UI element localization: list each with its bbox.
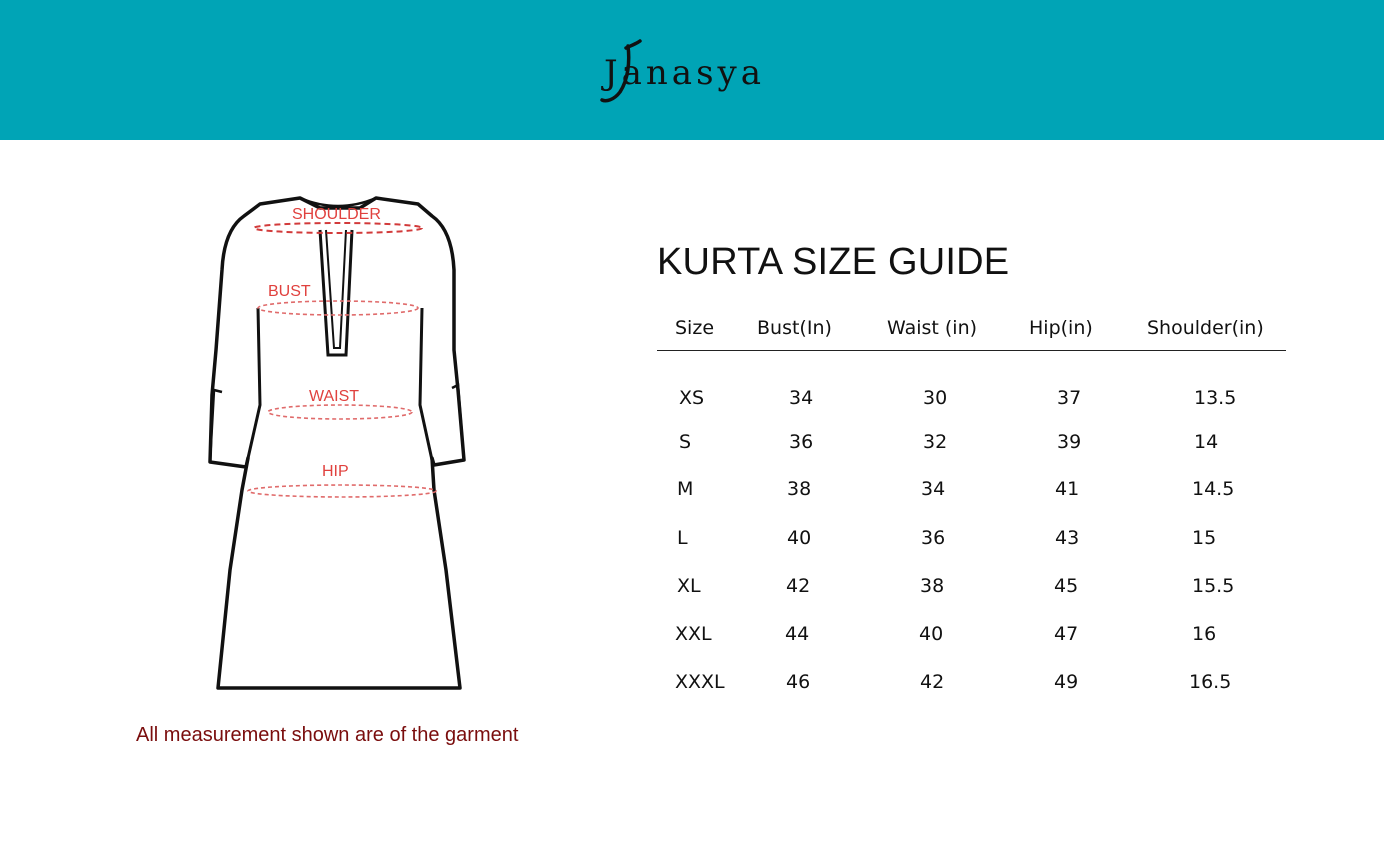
table-cell-shoulder: 15.5 bbox=[1192, 575, 1235, 597]
table-cell-waist: 40 bbox=[919, 623, 944, 645]
table-cell-shoulder: 14 bbox=[1194, 431, 1219, 453]
kurta-illustration bbox=[200, 190, 480, 700]
table-cell-bust: 40 bbox=[787, 527, 812, 549]
logo-wordmark: Janasya bbox=[604, 53, 765, 93]
table-cell-waist: 34 bbox=[921, 478, 946, 500]
column-header-shoulder: Shoulder(in) bbox=[1147, 317, 1264, 339]
table-cell-size: L bbox=[677, 527, 688, 549]
header-divider bbox=[657, 350, 1286, 351]
table-cell-size: S bbox=[679, 431, 692, 453]
table-cell-waist: 42 bbox=[920, 671, 945, 693]
table-cell-hip: 43 bbox=[1055, 527, 1080, 549]
label-bust: BUST bbox=[268, 283, 311, 300]
table-cell-shoulder: 14.5 bbox=[1192, 478, 1235, 500]
column-header-hip: Hip(in) bbox=[1029, 317, 1093, 339]
table-cell-size: XXL bbox=[675, 623, 712, 645]
kurta-outline bbox=[210, 198, 464, 688]
table-cell-bust: 34 bbox=[789, 387, 814, 409]
table-cell-waist: 30 bbox=[923, 387, 948, 409]
table-cell-bust: 36 bbox=[789, 431, 814, 453]
column-header-bust: Bust(In) bbox=[757, 317, 832, 339]
table-cell-bust: 38 bbox=[787, 478, 812, 500]
table-cell-waist: 36 bbox=[921, 527, 946, 549]
column-header-waist: Waist (in) bbox=[887, 317, 978, 339]
label-shoulder: SHOULDER bbox=[292, 206, 381, 223]
table-cell-size: XL bbox=[677, 575, 701, 597]
size-table bbox=[657, 310, 1286, 710]
table-cell-size: XXXL bbox=[675, 671, 725, 693]
table-cell-hip: 47 bbox=[1054, 623, 1079, 645]
table-cell-bust: 44 bbox=[785, 623, 810, 645]
table-cell-shoulder: 16 bbox=[1192, 623, 1217, 645]
table-cell-shoulder: 15 bbox=[1192, 527, 1217, 549]
table-cell-waist: 38 bbox=[920, 575, 945, 597]
table-cell-bust: 42 bbox=[786, 575, 811, 597]
label-hip: HIP bbox=[322, 463, 349, 480]
brand-logo bbox=[0, 0, 1384, 140]
column-header-size: Size bbox=[675, 317, 715, 339]
size-guide-title: KURTA SIZE GUIDE bbox=[657, 241, 1010, 283]
table-cell-hip: 45 bbox=[1054, 575, 1079, 597]
garment-measurement-note: All measurement shown are of the garment bbox=[136, 724, 519, 746]
table-cell-hip: 37 bbox=[1057, 387, 1082, 409]
table-cell-bust: 46 bbox=[786, 671, 811, 693]
table-cell-size: M bbox=[677, 478, 694, 500]
table-cell-hip: 41 bbox=[1055, 478, 1080, 500]
table-cell-hip: 39 bbox=[1057, 431, 1082, 453]
label-waist: WAIST bbox=[309, 388, 360, 405]
table-cell-size: XS bbox=[679, 387, 705, 409]
table-cell-waist: 32 bbox=[923, 431, 948, 453]
table-cell-hip: 49 bbox=[1054, 671, 1079, 693]
table-cell-shoulder: 16.5 bbox=[1189, 671, 1232, 693]
table-cell-shoulder: 13.5 bbox=[1194, 387, 1237, 409]
